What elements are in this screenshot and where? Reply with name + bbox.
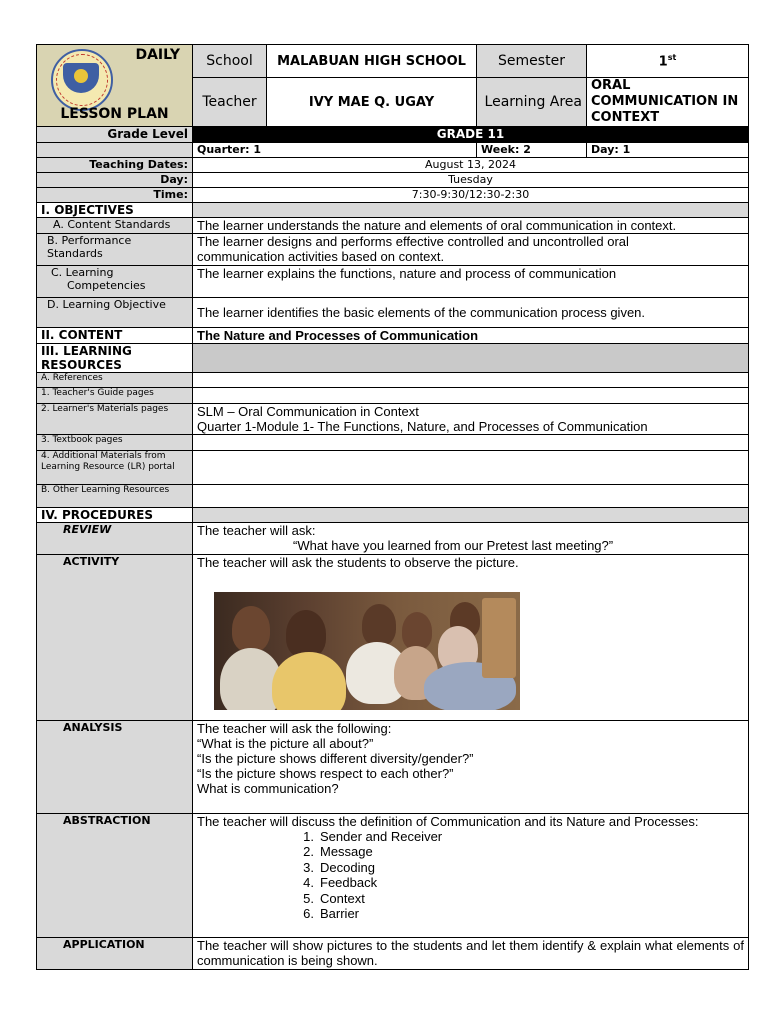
lesson-plan-document [36,44,748,970]
analysis-label: ANALYSIS [37,721,193,814]
additional-materials-label: 4. Additional Materials from Learning Resource (LR) portal [37,451,193,485]
time-label: Time: [37,188,193,203]
teacher-value: IVY MAE Q. UGAY [267,78,477,127]
analysis-value [193,721,749,814]
review-label: REVIEW [37,523,193,555]
learners-materials-value: SLM – Oral Communication in Context Quarter 1-Module 1- The Functions, Nature, and Processes of Communication [193,404,749,435]
learners-materials-label: 2. Learner's Materials pages [37,404,193,435]
lesson-plan-title: LESSON PLAN [60,106,169,122]
performance-standards-label: B. Performance Standards [37,234,193,266]
application-value: The teacher will show pictures to the students and let them identify & explain what elements of communication is being shown. [193,938,749,970]
analysis-line: “Is the picture shows different diversity/gender?” [197,751,474,766]
additional-materials-value [193,451,749,485]
list-item: 2. Message [303,844,373,860]
other-resources-label: B. Other Learning Resources [37,485,193,508]
time-value: 7:30-9:30/12:30-2:30 [193,188,749,203]
learning-objective-value: The learner identifies the basic elements of the communication process given. [193,298,749,328]
textbook-pages-value [193,435,749,451]
activity-photo [214,592,520,710]
teachers-guide-label: 1. Teacher's Guide pages [37,388,193,404]
list-item: 6. Barrier [303,906,360,922]
semester-label: Semester [477,45,587,78]
references-label: A. References [37,373,193,388]
learning-competencies-label: C. Learning Competencies [37,266,193,298]
grade-level-label: Grade Level [37,127,193,143]
communication-elements-list [197,829,744,921]
procedures-title: IV. PROCEDURES [37,508,193,523]
quarter-value: Quarter: 1 [193,143,477,158]
teacher-label: Teacher [193,78,267,127]
content-standards-value: The learner understands the nature and elements of oral communication in context. [193,218,749,234]
school-value: MALABUAN HIGH SCHOOL [267,45,477,78]
activity-label: ACTIVITY [37,555,193,721]
content-value: The Nature and Processes of Communication [193,328,749,344]
teaching-dates-label: Teaching Dates: [37,158,193,173]
activity-value: The teacher will ask the students to observe the picture. [193,555,749,721]
list-item: 5. Context [303,890,365,906]
objectives-bar [193,203,749,218]
quarter-row-label [37,143,193,158]
teachers-guide-value [193,388,749,404]
other-resources-value [193,485,749,508]
day-value: Tuesday [193,173,749,188]
learning-area-value: ORAL COMMUNICATION IN CONTEXT [587,78,749,127]
performance-standards-value: The learner designs and performs effective controlled and uncontrolled oral communication activities based on context. [193,234,749,266]
objectives-title: I. OBJECTIVES [37,203,193,218]
analysis-line: The teacher will ask the following: [197,721,392,736]
week-value: Week: 2 [477,143,587,158]
daily-title: DAILY [135,47,180,63]
textbook-pages-label: 3. Textbook pages [37,435,193,451]
learning-resources-title: III. LEARNING RESOURCES [37,344,193,373]
learning-resources-bar [193,344,749,373]
review-value: The teacher will ask: “What have you learned from our Pretest last meeting?” [193,523,749,555]
learning-objective-label: D. Learning Objective [37,298,193,328]
learning-area-label: Learning Area [477,78,587,127]
deped-seal-icon [51,49,113,111]
abstraction-value [193,814,749,938]
procedures-bar [193,508,749,523]
list-item: 3. Decoding [303,859,375,875]
semester-value: 1st [587,45,749,78]
learning-competencies-value: The learner explains the functions, nature and process of communication [193,266,749,298]
day-number-value: Day: 1 [587,143,749,158]
content-title: II. CONTENT [37,328,193,344]
references-value [193,373,749,388]
teaching-dates-value: August 13, 2024 [193,158,749,173]
lesson-plan-table [36,44,749,970]
school-label: School [193,45,267,78]
grade-level-value: GRADE 11 [193,127,749,143]
analysis-line: “Is the picture shows respect to each other?” [197,766,454,781]
list-item: 1. Sender and Receiver [303,829,443,844]
abstraction-label: ABSTRACTION [37,814,193,938]
list-item: 4. Feedback [303,875,378,891]
abstraction-intro: The teacher will discuss the definition of Communication and its Nature and Processes: [197,814,699,829]
header-logo-cell [37,45,193,127]
analysis-line: “What is the picture all about?” [197,736,374,751]
content-standards-label: A. Content Standards [37,218,193,234]
application-label: APPLICATION [37,938,193,970]
analysis-line: What is communication? [197,781,339,796]
day-label: Day: [37,173,193,188]
